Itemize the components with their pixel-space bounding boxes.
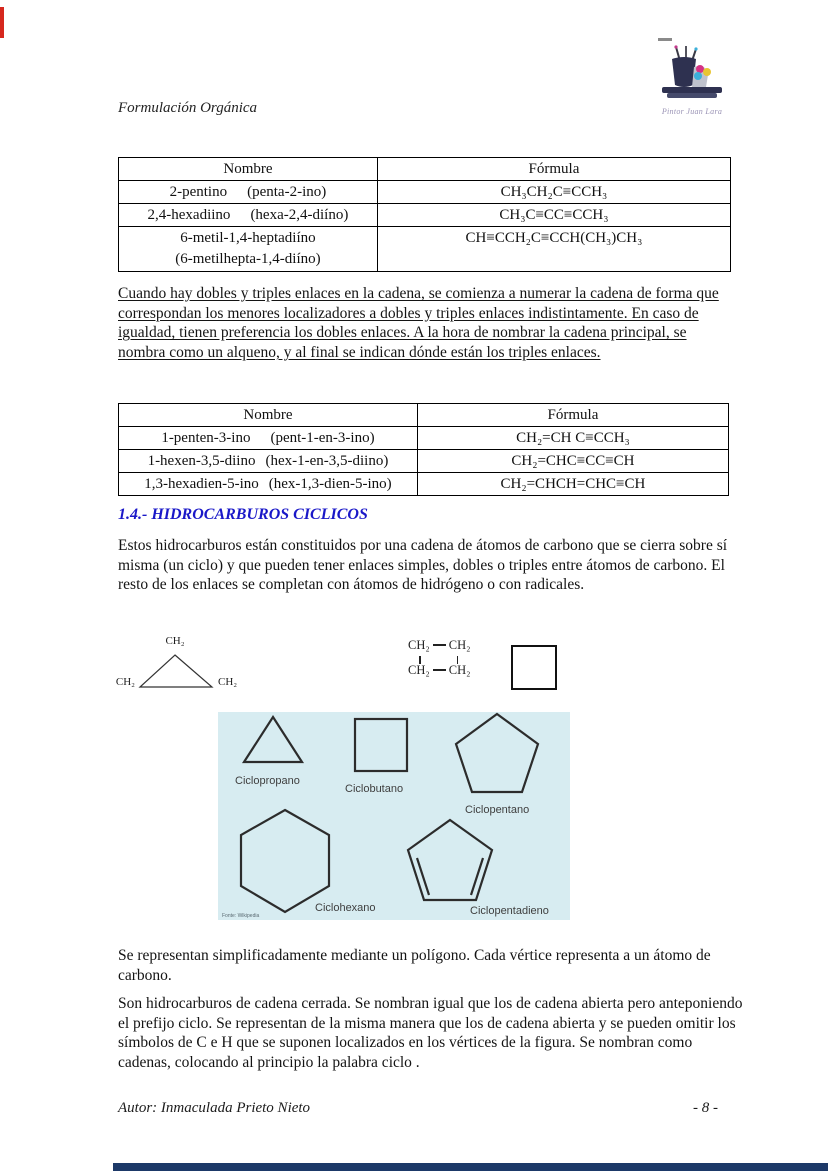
- next-page-top-bar: [113, 1163, 828, 1171]
- table-row: [119, 181, 731, 204]
- section-heading-cyclic-hydrocarbons: 1.4.- HIDROCARBUROS CICLICOS: [118, 506, 368, 523]
- column-header-formula: Fórmula: [377, 158, 730, 181]
- table-header-row: [119, 158, 731, 181]
- paragraph-polygon-representation: Se representan simplificadamente mediante un polígono. Cada vértice representa a un átomo de carbono.: [118, 947, 711, 984]
- document-header-title: Formulación Orgánica: [118, 100, 258, 116]
- compound-name: 1,3-hexadien-5-ino: [144, 476, 259, 492]
- cyclobutane-formula-drawing: [408, 637, 512, 678]
- page-edge-red-mark: [0, 7, 4, 38]
- ch2-label: CH₂: [448, 637, 471, 652]
- footer-author: Autor: Inmaculada Prieto Nieto: [118, 1100, 311, 1116]
- compound-name-cell: [119, 427, 418, 450]
- table-header-row: [119, 404, 729, 427]
- ch2-label: CH₂: [408, 637, 430, 652]
- cyclopropane-polygon: [244, 717, 302, 762]
- table-row: [119, 204, 731, 227]
- figure-label-cyclopentane: Ciclopentano: [465, 804, 530, 816]
- paragraph-cyclic-intro: Estos hidrocarburos están constituidos por una cadena de átomos de carbono que se cierra sobre sí misma (un ciclo) y que pueden tener enlaces simples, dobles o triples entre átomos de carbono. El resto de los enlaces se completan con átomos de hidrógeno o con radicales.: [118, 537, 728, 594]
- ch2-label-top: CH₂: [165, 635, 185, 647]
- cyclobutane-square-symbol: [511, 645, 557, 690]
- cyclopentadiene-polygon: [408, 820, 492, 900]
- compound-formula-cell: CH₂=CHCH=CHC≡CH: [417, 473, 728, 496]
- logo-dash: [658, 38, 672, 41]
- figure-label-cyclohexane: Ciclohexano: [315, 902, 376, 914]
- figure-label-cyclopentadiene: Ciclopentadieno: [470, 905, 549, 917]
- cyclopropane-structure-drawing: [105, 630, 255, 692]
- logo-brand-name: Pintor Juan Lara: [661, 107, 723, 116]
- compound-alt-name: (hex-1-en-3,5-diino): [265, 453, 389, 469]
- cyclobutane-polygon: [355, 719, 407, 771]
- compound-name-cell: [119, 204, 378, 227]
- ch2-label-right: CH₂: [218, 676, 238, 688]
- compound-formula-cell: CH₃C≡CC≡CCH₃: [377, 204, 730, 227]
- column-header-nombre: Nombre: [119, 158, 378, 181]
- ch2-label-left: CH₂: [115, 676, 135, 688]
- table-row: [119, 427, 729, 450]
- compound-name-cell: [119, 473, 418, 496]
- compound-formula-cell: CH₃CH₂C≡CCH₃: [377, 181, 730, 204]
- compound-name-cell: [119, 450, 418, 473]
- school-logo: [642, 38, 742, 126]
- figure-source-caption: Fonte: Wikipedia: [222, 913, 260, 919]
- column-header-formula: Fórmula: [417, 404, 728, 427]
- compound-alt-name: (penta-2-ino): [247, 184, 327, 200]
- bond-line: [433, 644, 446, 646]
- ch2-label: CH₂: [448, 662, 471, 677]
- compound-name: 2-pentino: [169, 184, 228, 200]
- alkyne-examples-table: [118, 157, 731, 272]
- figure-label-cyclobutane: Ciclobutano: [345, 783, 404, 795]
- double-bond-line: [417, 858, 429, 895]
- footer-page-number: - 8 -: [693, 1100, 718, 1116]
- compound-name-cell: [119, 227, 378, 272]
- compound-name: 2,4-hexadiino: [147, 207, 231, 223]
- compound-name: 1-hexen-3,5-diino: [147, 453, 256, 469]
- column-header-nombre: Nombre: [119, 404, 418, 427]
- table-row: [119, 450, 729, 473]
- compound-formula-cell: CH≡CCH₂C≡CCH(CH₃)CH₃: [377, 227, 730, 272]
- compound-name: 1-penten-3-ino: [161, 430, 251, 446]
- compound-name-cell: [119, 181, 378, 204]
- compound-alt-name: (hexa-2,4-diíno): [250, 207, 349, 223]
- painter-palette-icon: [642, 45, 742, 101]
- cyclohexane-polygon: [241, 810, 329, 912]
- compound-name: 6-metil-1,4-heptadiíno: [180, 230, 316, 246]
- cyclic-hydrocarbons-figure: [218, 712, 570, 920]
- table-row: [119, 473, 729, 496]
- compound-formula-cell: CH₂=CH C≡CCH₃: [417, 427, 728, 450]
- compound-alt-name: (pent-1-en-3-ino): [270, 430, 375, 446]
- table-row: [119, 227, 731, 272]
- cyclopentane-polygon: [456, 714, 538, 792]
- ch2-label: CH₂: [408, 662, 430, 677]
- figure-label-cyclopropane: Ciclopropano: [235, 775, 300, 787]
- paragraph-cyclic-naming: Son hidrocarburos de cadena cerrada. Se nombran igual que los de cadena abierta pero anteponiendo el prefijo ciclo. Se representan de la misma manera que los de cadena abierta y se pueden omitir los símbolos de C e H que se suponen localizados en los vértices de la figura. Se nombran como cadenas, colocando al principio la palabra ciclo .: [118, 995, 743, 1071]
- enyne-examples-table: [118, 403, 729, 496]
- bond-line: [433, 669, 446, 671]
- compound-formula-cell: CH₂=CHC≡CC≡CH: [417, 450, 728, 473]
- paragraph-numbering-rule: Cuando hay dobles y triples enlaces en la cadena, se comienza a numerar la cadena de forma que correspondan los menores localizadores a dobles y triples enlaces indistintamente. En caso de igualdad, tienen preferencia los dobles enlaces. A la hora de nombrar la cadena principal, se nombra como un alqueno, y al final se indican dónde están los triples enlaces.: [118, 285, 719, 361]
- compound-alt-name: (hex-1,3-dien-5-ino): [268, 476, 392, 492]
- compound-alt-name: (6-metilhepta-1,4-diíno): [175, 251, 321, 267]
- double-bond-line: [471, 858, 483, 895]
